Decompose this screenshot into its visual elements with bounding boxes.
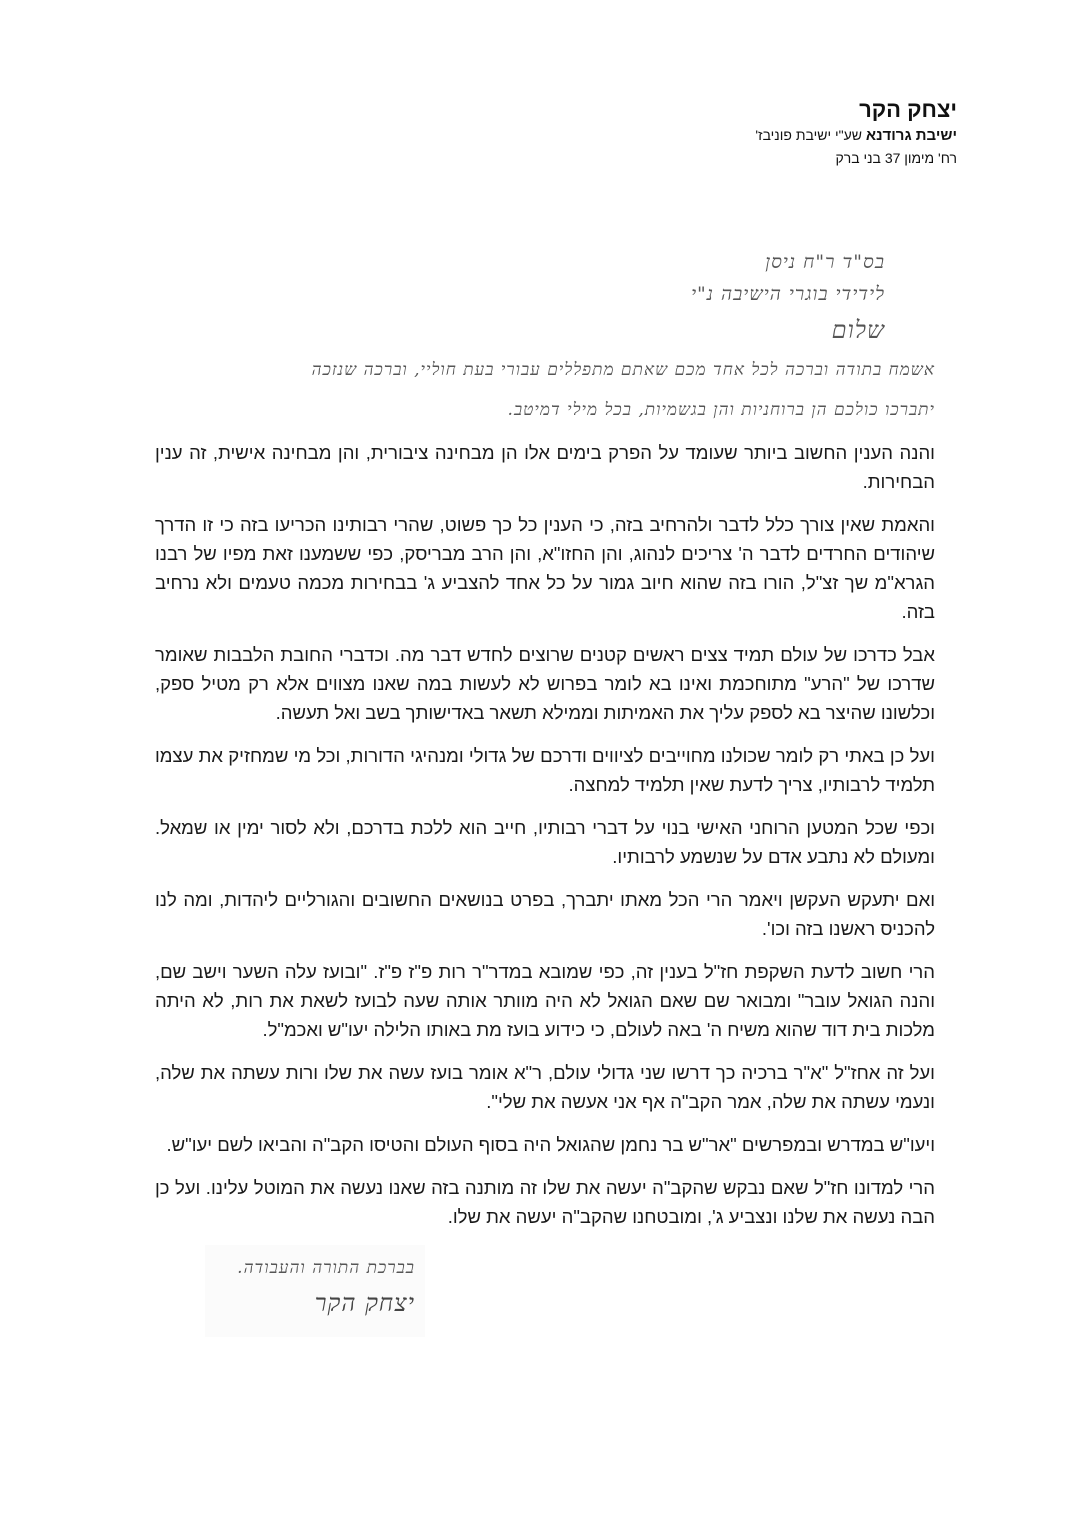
paragraph: והאמת שאין צורך כלל לדבר ולהרחיב בזה, כי הענין כל כך פשוט, שהרי רבותינו הכריעו בזה כי זו הדרך שיהודים החרדים לדבר ה' צריכים לנהוג, והן החזו"א, והן הרב מבריסק, כפי ששמענו זאת מפיו של רבנו הגרא"מ שך זצ"ל, הורו בזה שהוא חיוב גמור על כל אחד להצביע ג' בבחירות מכמה טעמים ולא נרחיב בזה. [149, 514, 935, 622]
yeshiva-line [755, 124, 957, 147]
author-name: יצחק הקר [859, 97, 957, 122]
handwritten-addressee: לידידי בוגרי הישיבה נ"י [691, 283, 885, 305]
paragraph: ואם יתעקש העקשן ויאמר הרי הכל מאתו יתברך, בפרט בנושאים החשובים והגורליים ליהדות, ומה לנו להכניס ראשנו בזה וכו'. [149, 889, 935, 939]
letterhead [755, 96, 957, 169]
address: רח' מימון 37 בני ברק [835, 150, 957, 166]
handwritten-line-2: יתברכו כולכם הן ברוחניות והן בגשמיות, בכל מילי דמיטב. [507, 400, 935, 420]
handwritten-signature: יצחק הקר [314, 1289, 415, 1317]
paragraph: אבל כדרכו של עולם תמיד צצים ראשים קטנים שרוצים לחדש דבר מה. וכדברי החובת הלבבות שאומר שדרכו של "הרע" מתוחכמת ואינו בא לומר בפרוש לא לעשות במה שאנו מצווים אלא רק מטיל ספק, וכלשונו שהיצר בא לספק עליך את האמיתות וממילא תשאר באדישותך בשב ואל תעשה. [149, 644, 935, 723]
handwritten-closing: בברכת התורה והעבודה. [237, 1258, 415, 1278]
yeshiva-affiliation: שע"י ישיבת פוניבז' [755, 127, 866, 143]
handwritten-header [155, 246, 935, 350]
paragraph: והנה הענין החשוב ביותר שעומד על הפרק בימים אלו הן מבחינה ציבורית, והן מבחינה אישית, זה ענין הבחירות. [149, 442, 935, 492]
handwritten-greeting: שלום [831, 316, 885, 344]
letter-content [93, 246, 935, 1337]
letter-body [93, 438, 935, 1231]
handwritten-message [155, 350, 935, 430]
paragraph: וכפי שכל המטען הרוחני האישי בנוי על דברי רבותיו, חייב הוא ללכת בדרכם, ולא לסור ימין או שמאל. ומעולם לא נתבע אדם על שנשמע לרבותיו. [93, 817, 935, 867]
paragraph: הרי חשוב לדעת השקפת חז"ל בענין זה, כפי שמובא במדר"ר רות פ"ז פ"ז. "ובועז עלה השער וישב שם, והנה הגואל עובר" ומבואר שם שאם הגואל לא היה מוותר אותה שעה לבועז לשאת את רות, לא היתה מלכות בית דוד שהוא משיח ה' באה לעולם, כי כידוע בועז מת באותו הלילה יעו"ש ואכמ"ל. [149, 961, 935, 1040]
paragraph: ועל זה אחז"ל "א"ר ברכיה כך דרשו שני גדולי עולם, ר"א אומר בועז עשה את שלו ורות עשתה את שלה, ונעמי עשתה את שלה, אמר הקב"ה אף אני אעשה את שלי". [149, 1062, 935, 1112]
paragraph: ויעו"ש במדרש ובמפרשים "אר"ש בר נחמן שהגואל היה בסוף העולם והטיסו הקב"ה והביאו לשם יעו"ש. [166, 1134, 935, 1155]
handwritten-date: בס"ד ר"ח ניסן [765, 251, 885, 273]
handwritten-line-1: אשמח בתודה וברכה לכל אחד מכם שאתם מתפללים עבורי בעת חוליי, וברכה שנזכה [311, 360, 935, 380]
paragraph: הרי למדונו חז"ל שאם נבקש שהקב"ה יעשה את שלו זה מותנה בזה שאנו נעשה את המוטל עלינו. ועל כן הבה נעשה את שלנו ונצביע ג', ומובטחנו שהקב"ה יעשה את שלו. [149, 1177, 935, 1227]
yeshiva-name: ישיבת גרודנא [865, 127, 957, 144]
signature-area [205, 1245, 425, 1337]
paragraph: ועל כן באתי רק לומר שכולנו מחוייבים לציווים ודרכם של גדולי ומנהיגי הדורות, וכל מי שמחזיק את עצמו תלמיד לרבותיו, צריך לדעת שאין תלמיד למחצה. [149, 745, 935, 795]
